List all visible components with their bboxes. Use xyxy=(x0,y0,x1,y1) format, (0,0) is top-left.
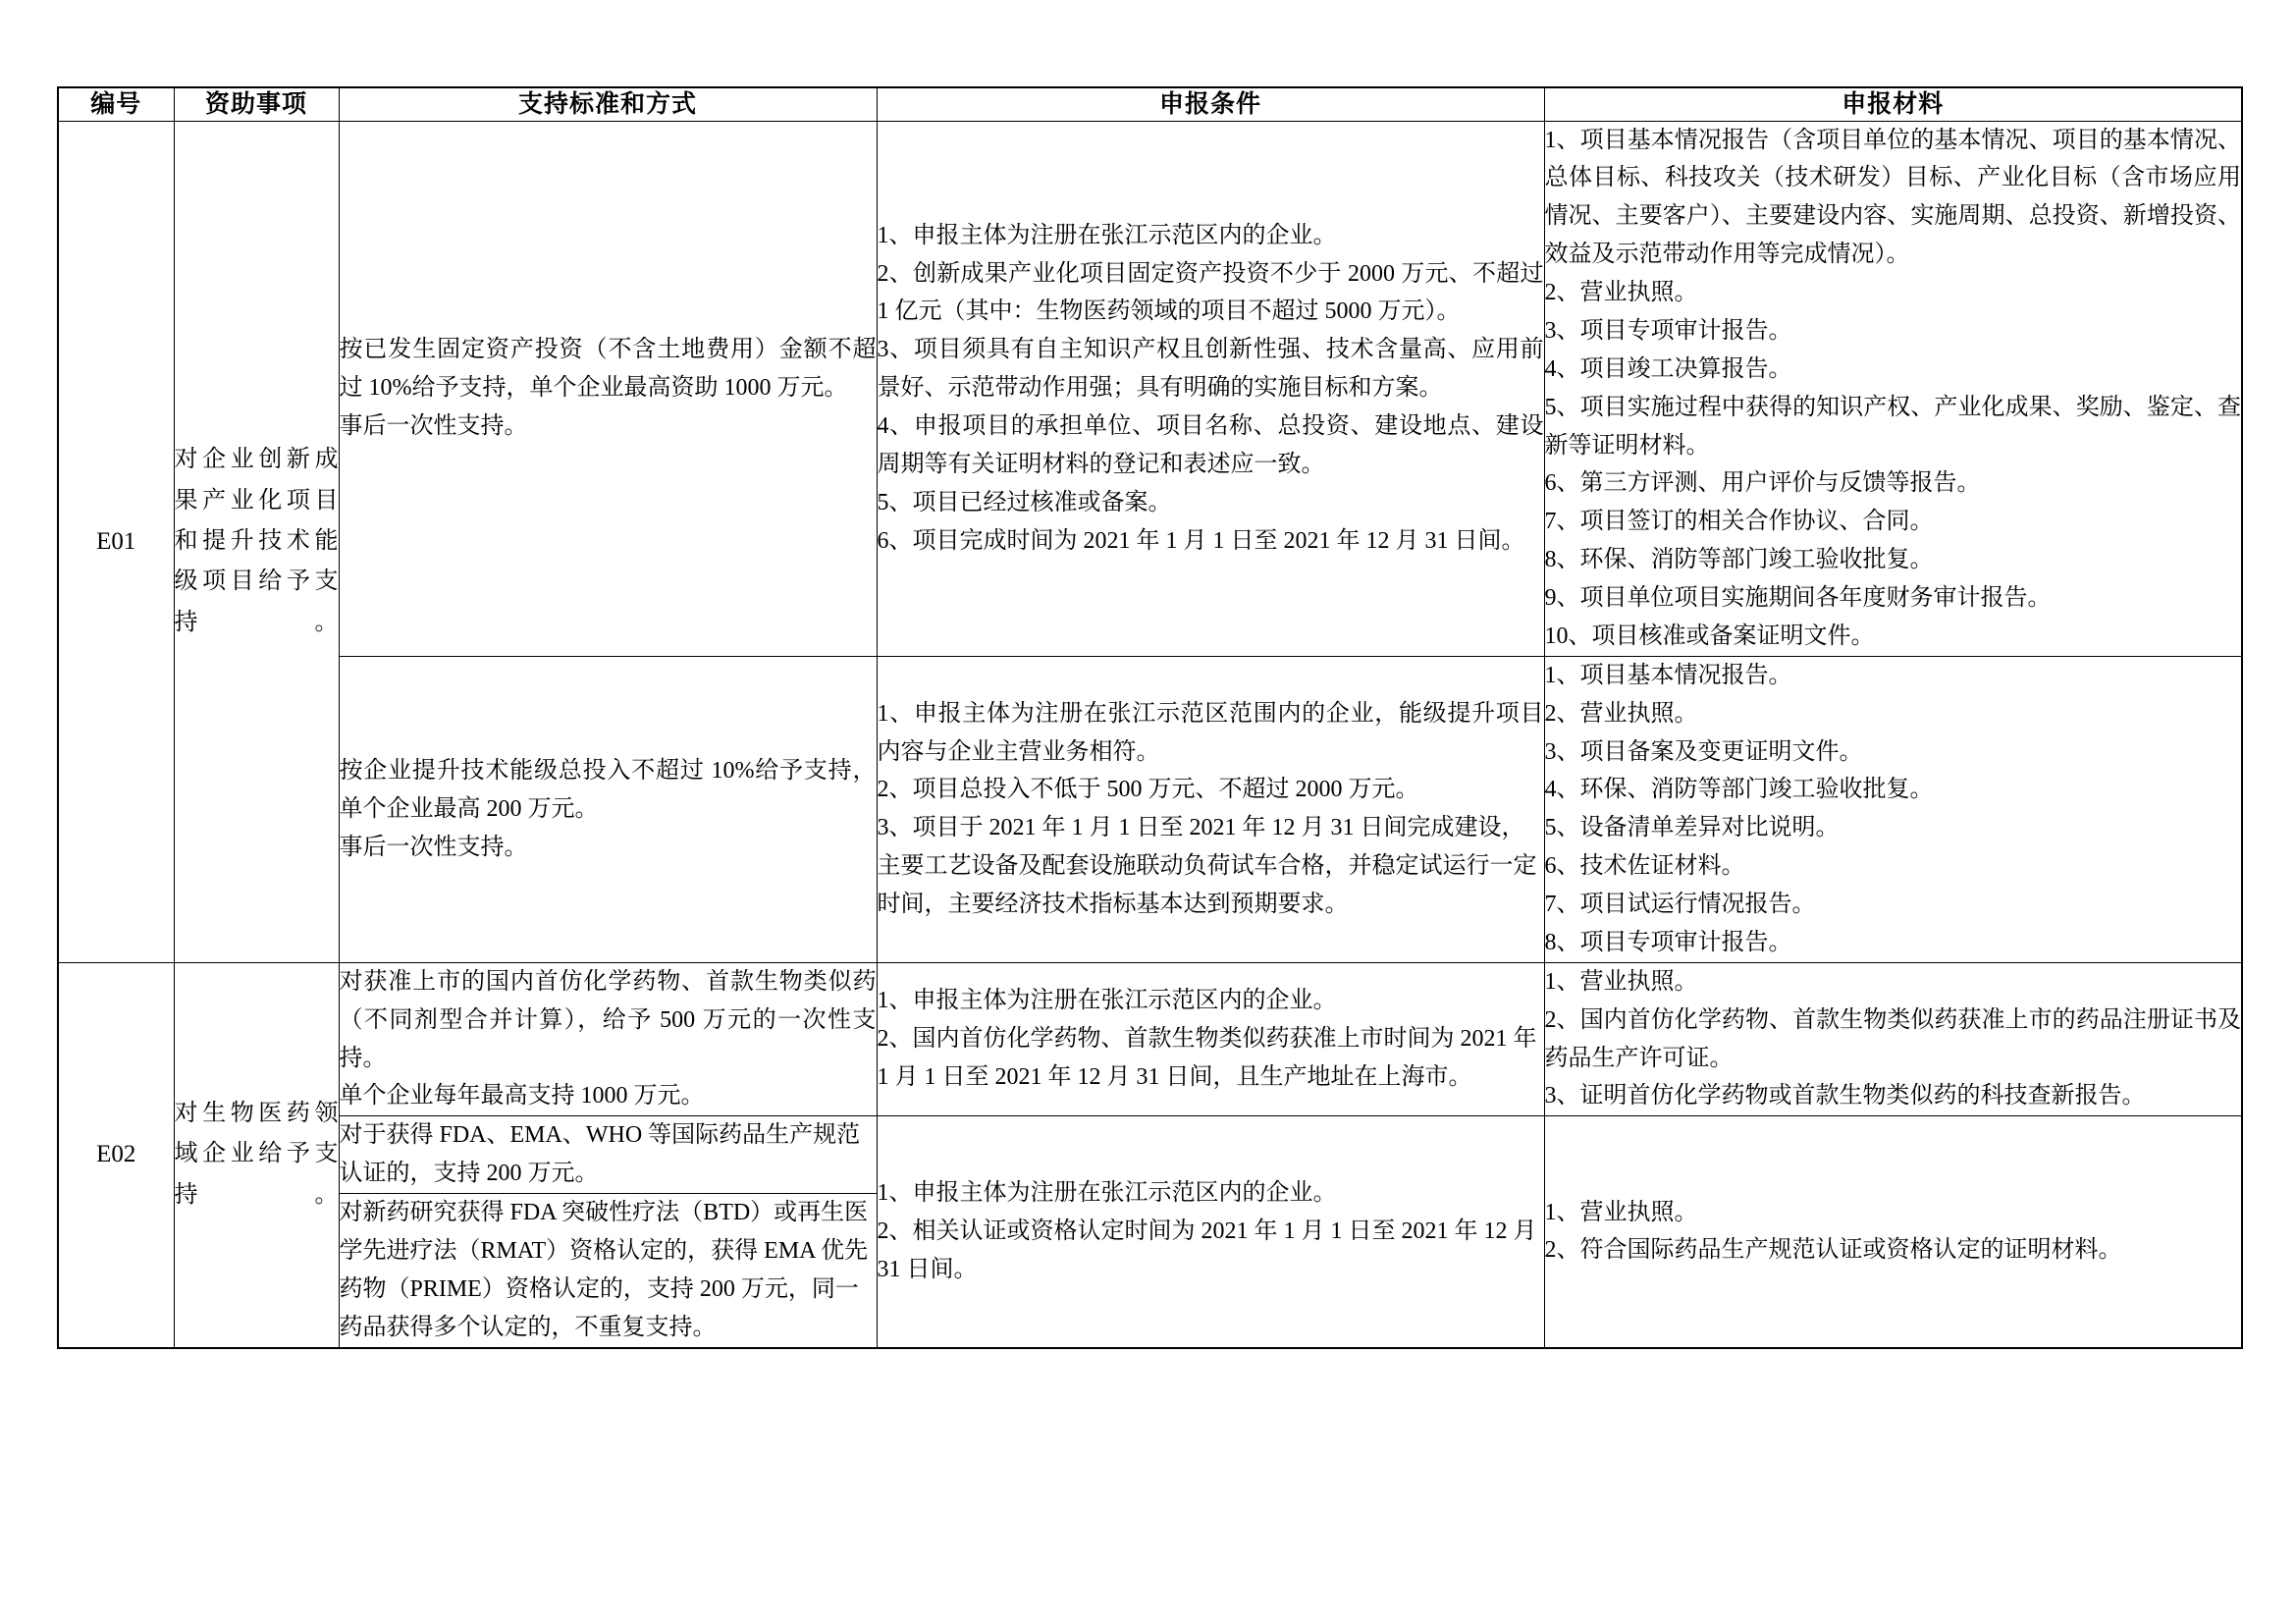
row-id-e01: E01 xyxy=(58,121,174,962)
application-materials-e02-b: 1、营业执照。 2、符合国际药品生产规范认证或资格认定的证明材料。 xyxy=(1544,1116,2242,1348)
application-materials-e01-a: 1、项目基本情况报告（含项目单位的基本情况、项目的基本情况、总体目标、科技攻关（技术研发）目标、产业化目标（含市场应用情况、主要客户）、主要建设内容、实施周期、总投资、新增投资、效益及示范带动作用等完成情况）。 2、营业执照。 3、项目专项审计报告。 4、项目竣工决算报告。 5、项目实施过程中获得的知识产权、产业化成果、奖励、鉴定、查新等证明材料。 6、第三方评测、用户评价与反馈等报告。 7、项目签订的相关合作协议、合同。 8、环保、消防等部门竣工验收批复。 9、项目单位项目实施期间各年度财务审计报告。 10、项目核准或备案证明文件。 xyxy=(1544,121,2242,656)
table-body xyxy=(58,121,2242,1348)
table-row xyxy=(58,121,2242,656)
table-row xyxy=(58,656,2242,962)
table-row xyxy=(58,962,2242,1116)
table-row xyxy=(58,1116,2242,1194)
table-header xyxy=(58,87,2242,121)
application-conditions-e01-b: 1、申报主体为注册在张江示范区范围内的企业，能级提升项目内容与企业主营业务相符。 2、项目总投入不低于 500 万元、不超过 2000 万元。 3、项目于 2021 年 1 月 1 日至 2021 年 12 月 31 日间完成建设，主要工艺设备及配套设施联动负荷试车合格，并稳定试运行一定时间，主要经济技术指标基本达到预期要求。 xyxy=(877,656,1544,962)
application-conditions-e02-a: 1、申报主体为注册在张江示范区内的企业。 2、国内首仿化学药物、首款生物类似药获准上市时间为 2021 年 1 月 1 日至 2021 年 12 月 31 日间，且生产地址在上海市。 xyxy=(877,962,1544,1116)
support-standard-e01-b: 按企业提升技术能级总投入不超过 10%给予支持，单个企业最高 200 万元。 事后一次性支持。 xyxy=(339,656,877,962)
support-standard-e02-b: 对于获得 FDA、EMA、WHO 等国际药品生产规范认证的，支持 200 万元。 xyxy=(339,1116,877,1194)
row-item-e02: 对生物医药领域企业给予支持。 xyxy=(174,962,339,1347)
row-item-e01: 对企业创新成果产业化项目和提升技术能级项目给予支持。 xyxy=(174,121,339,962)
application-conditions-e02-b: 1、申报主体为注册在张江示范区内的企业。 2、相关认证或资格认定时间为 2021 年 1 月 1 日至 2021 年 12 月 31 日间。 xyxy=(877,1116,1544,1348)
application-materials-e01-b: 1、项目基本情况报告。 2、营业执照。 3、项目备案及变更证明文件。 4、环保、消防等部门竣工验收批复。 5、设备清单差异对比说明。 6、技术佐证材料。 7、项目试运行情况报告。 8、项目专项审计报告。 xyxy=(1544,656,2242,962)
column-header-condition: 申报条件 xyxy=(877,87,1544,121)
row-id-e02: E02 xyxy=(58,962,174,1347)
column-header-material: 申报材料 xyxy=(1544,87,2242,121)
column-header-standard: 支持标准和方式 xyxy=(339,87,877,121)
support-standard-e02-a: 对获准上市的国内首仿化学药物、首款生物类似药（不同剂型合并计算），给予 500 万元的一次性支持。 单个企业每年最高支持 1000 万元。 xyxy=(339,962,877,1116)
header-row xyxy=(58,87,2242,121)
application-conditions-e01-a: 1、申报主体为注册在张江示范区内的企业。 2、创新成果产业化项目固定资产投资不少于 2000 万元、不超过 1 亿元（其中：生物医药领域的项目不超过 5000 万元）。 3、项目须具有自主知识产权且创新性强、技术含量高、应用前景好、示范带动作用强；具有明确的实施目标和方案。 4、申报项目的承担单位、项目名称、总投资、建设地点、建设周期等有关证明材料的登记和表述应一致。 5、项目已经过核准或备案。 6、项目完成时间为 2021 年 1 月 1 日至 2021 年 12 月 31 日间。 xyxy=(877,121,1544,656)
application-materials-e02-a: 1、营业执照。 2、国内首仿化学药物、首款生物类似药获准上市的药品注册证书及药品生产许可证。 3、证明首仿化学药物或首款生物类似药的科技查新报告。 xyxy=(1544,962,2242,1116)
column-header-item: 资助事项 xyxy=(174,87,339,121)
grant-policy-table xyxy=(57,86,2243,1349)
column-header-id: 编号 xyxy=(58,87,174,121)
support-standard-e02-c: 对新药研究获得 FDA 突破性疗法（BTD）或再生医学先进疗法（RMAT）资格认定的，获得 EMA 优先药物（PRIME）资格认定的，支持 200 万元，同一药品获得多个认定的，不重复支持。 xyxy=(339,1194,877,1348)
support-standard-e01-a: 按已发生固定资产投资（不含土地费用）金额不超过 10%给予支持，单个企业最高资助 1000 万元。 事后一次性支持。 xyxy=(339,121,877,656)
